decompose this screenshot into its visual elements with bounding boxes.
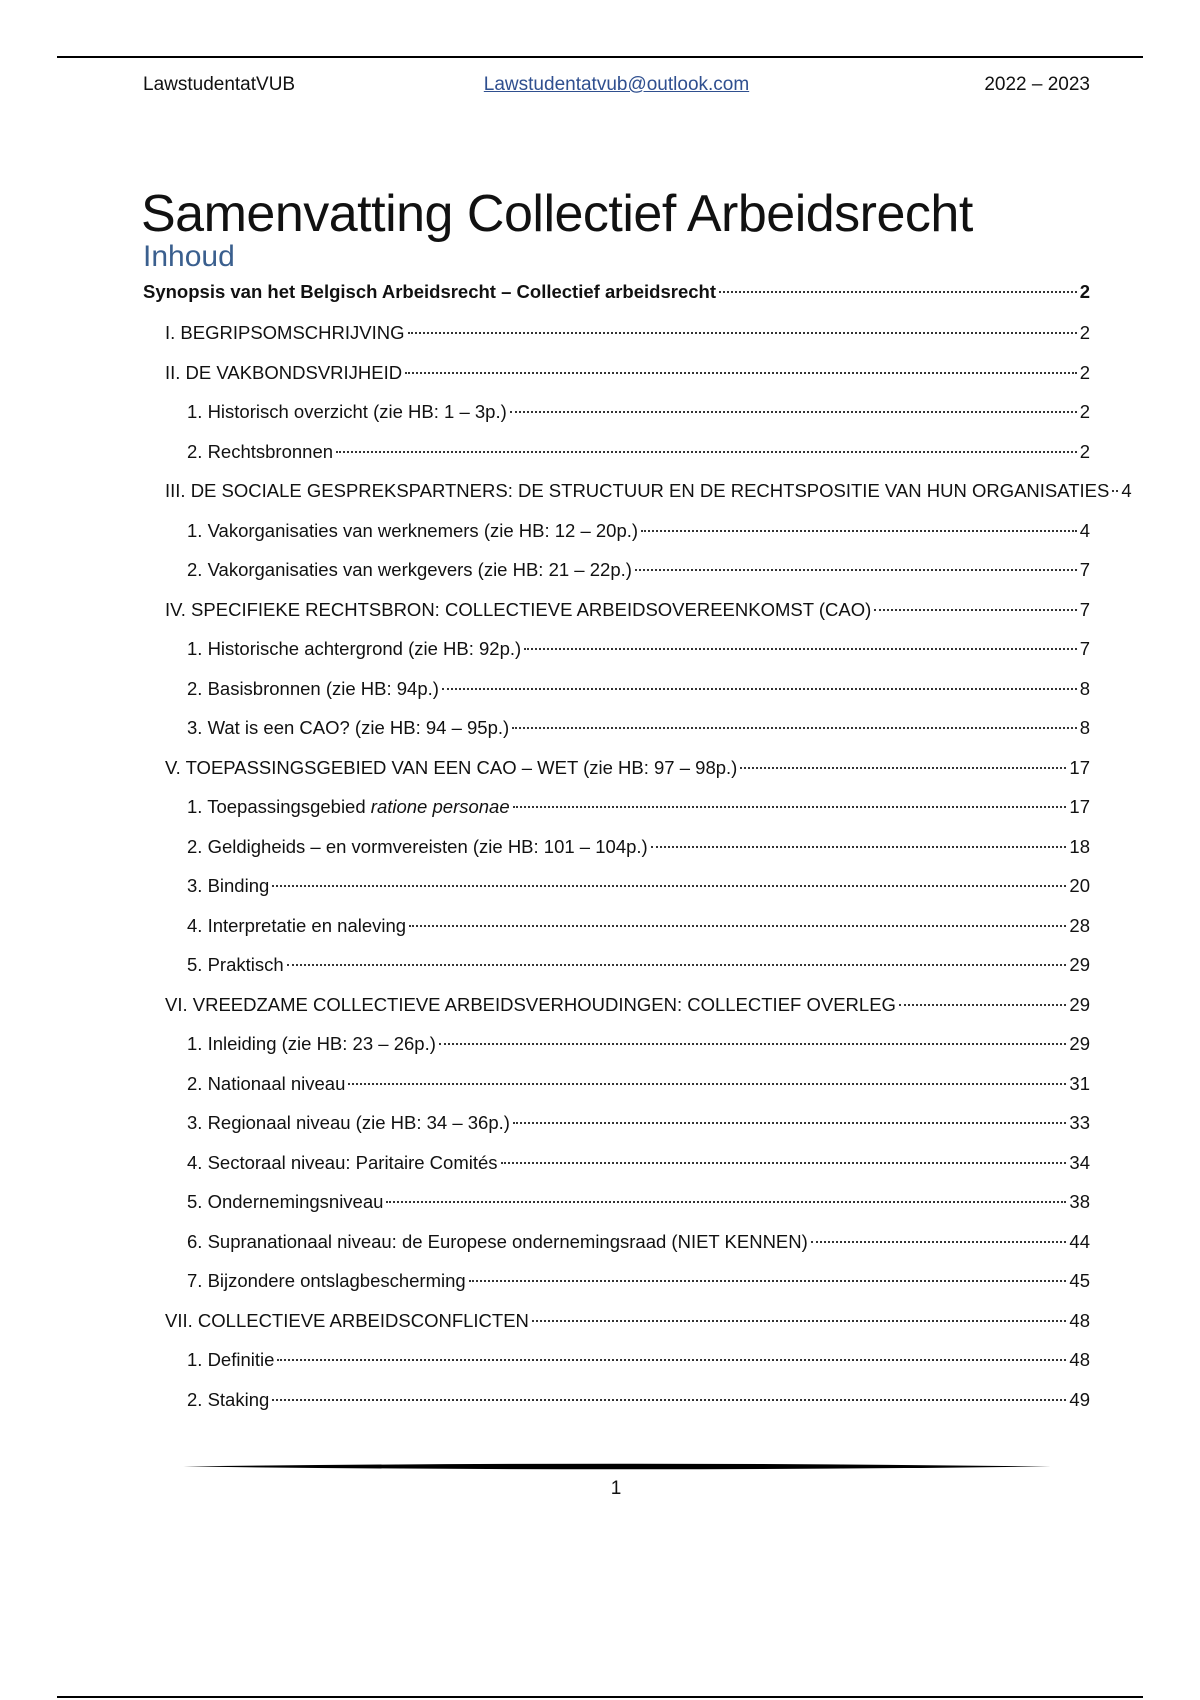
toc-dot-leader [1112, 490, 1118, 492]
header-author: LawstudentatVUB [143, 74, 296, 95]
toc-dot-leader [532, 1320, 1067, 1322]
page-header [143, 72, 1090, 98]
toc-entry-page: 17 [1069, 796, 1090, 817]
toc-entry-page: 45 [1069, 1270, 1090, 1291]
toc-entry-label: 2. Vakorganisaties van werkgevers (zie HB: 21 – 22p.) [187, 559, 632, 580]
toc-entry-page: 2 [1079, 440, 1090, 462]
toc-dot-leader [635, 569, 1077, 571]
toc-entry-vakorganisaties-werknemers[interactable] [143, 517, 1090, 557]
toc-dot-leader [641, 530, 1077, 532]
toc-dot-leader [386, 1201, 1066, 1203]
toc-entry-page: 49 [1069, 1388, 1090, 1410]
toc-entry-label: V. TOEPASSINGSGEBIED VAN EEN CAO – WET (zie HB: 97 – 98p.) [165, 756, 738, 778]
toc-entry-page: 38 [1069, 1191, 1090, 1212]
toc-entry-label: 1. Inleiding (zie HB: 23 – 26p.) [187, 1033, 436, 1054]
toc-dot-leader [277, 1359, 1066, 1361]
toc-dot-leader [272, 1399, 1066, 1401]
toc-entry-page: 28 [1069, 914, 1090, 936]
toc-dot-leader [405, 372, 1077, 374]
page-number: 1 [610, 1478, 622, 1499]
toc-entry-label: 6. Supranationaal niveau: de Europese ondernemingsraad (NIET KENNEN) [187, 1230, 808, 1252]
toc-entry-historische-achtergrond[interactable] [143, 635, 1090, 675]
toc-entry-label-prefix: 1. Toepassingsgebied [187, 796, 371, 817]
toc-dot-leader [899, 1004, 1067, 1006]
table-of-contents [143, 278, 1132, 1425]
toc-dot-leader [513, 806, 1067, 808]
footer-divider [183, 1462, 1051, 1471]
toc-dot-leader [651, 846, 1067, 848]
toc-entry-label: 4. Sectoraal niveau: Paritaire Comités [187, 1151, 498, 1173]
toc-entry-label: 1. Historisch overzicht (zie HB: 1 – 3p.) [187, 401, 507, 422]
toc-entry-label: Synopsis van het Belgisch Arbeidsrecht – Collectief arbeidsrecht [143, 281, 716, 302]
header-rule [57, 56, 1143, 58]
toc-dot-leader [524, 648, 1077, 650]
toc-entry-vreedzame-arbeidsverhoudingen[interactable] [143, 991, 1090, 1031]
toc-entry-page: 34 [1069, 1151, 1090, 1173]
toc-entry-ratione-personae[interactable] [143, 793, 1090, 833]
document-title: Samenvatting Collectief Arbeidsrecht [141, 184, 973, 243]
toc-entry-label: 2. Geldigheids – en vormvereisten (zie HB: 101 – 104p.) [187, 835, 648, 857]
toc-heading: Inhoud [143, 240, 235, 273]
toc-dot-leader [348, 1083, 1066, 1085]
toc-entry-sociale-gesprekspartners[interactable] [143, 477, 1132, 517]
toc-entry-sectoraal-niveau[interactable] [143, 1149, 1090, 1189]
toc-entry-ontslagbescherming[interactable] [143, 1267, 1090, 1307]
toc-entry-page: 2 [1079, 361, 1090, 383]
toc-entry-rechtsbronnen[interactable] [143, 438, 1090, 478]
toc-entry-staking[interactable] [143, 1386, 1090, 1426]
toc-entry-label: 1. Definitie [187, 1349, 275, 1370]
toc-dot-leader [740, 767, 1066, 769]
toc-entry-label: 3. Binding [187, 875, 270, 896]
toc-entry-begripsomschrijving[interactable] [143, 319, 1090, 359]
toc-entry-interpretatie[interactable] [143, 912, 1090, 952]
toc-entry-basisbronnen[interactable] [143, 675, 1090, 715]
toc-entry-page: 20 [1069, 875, 1090, 896]
toc-entry-label: 1. Historische achtergrond (zie HB: 92p.) [187, 638, 522, 659]
toc-entry-label: 2. Basisbronnen (zie HB: 94p.) [187, 677, 439, 699]
toc-entry-label: I. BEGRIPSOMSCHRIJVING [165, 322, 405, 343]
toc-dot-leader [719, 291, 1077, 293]
toc-entry-definitie[interactable] [143, 1346, 1090, 1386]
toc-entry-collectieve-arbeidsconflicten[interactable] [143, 1307, 1090, 1347]
toc-entry-label: 3. Wat is een CAO? (zie HB: 94 – 95p.) [187, 717, 510, 738]
toc-entry-page: 2 [1079, 322, 1090, 343]
toc-entry-page: 17 [1069, 756, 1090, 778]
toc-entry-geldigheidsvereisten[interactable] [143, 833, 1090, 873]
header-email-text[interactable]: Lawstudentatvub@outlook.com [483, 74, 750, 95]
toc-entry-wat-is-een-cao[interactable] [143, 714, 1090, 754]
toc-dot-leader [272, 885, 1066, 887]
toc-dot-leader [469, 1280, 1067, 1282]
toc-entry-label: IV. SPECIFIEKE RECHTSBRON: COLLECTIEVE ARBEIDSOVEREENKOMST (CAO) [165, 598, 872, 620]
toc-entry-binding[interactable] [143, 872, 1090, 912]
toc-entry-label: 4. Interpretatie en naleving [187, 914, 407, 936]
toc-entry-page: 29 [1069, 954, 1090, 975]
toc-entry-page: 8 [1079, 717, 1090, 738]
header-year: 2022 – 2023 [984, 74, 1090, 95]
toc-entry-label: 2. Nationaal niveau [187, 1072, 346, 1094]
toc-dot-leader [811, 1241, 1067, 1243]
toc-dot-leader [287, 964, 1067, 966]
toc-entry-historisch-overzicht[interactable] [143, 398, 1090, 438]
toc-entry-regionaal-niveau[interactable] [143, 1109, 1090, 1149]
header-email-link[interactable] [143, 72, 1090, 98]
toc-entry-page: 31 [1069, 1072, 1090, 1094]
toc-dot-leader [874, 609, 1076, 611]
toc-entry-inleiding[interactable] [143, 1030, 1090, 1070]
toc-entry-page: 2 [1079, 281, 1090, 302]
toc-entry-nationaal-niveau[interactable] [143, 1070, 1090, 1110]
toc-entry-page: 18 [1069, 835, 1090, 857]
toc-entry-label-italic: ratione personae [370, 796, 510, 817]
toc-dot-leader [442, 688, 1077, 690]
toc-dot-leader [409, 925, 1066, 927]
toc-entry-page: 33 [1069, 1112, 1090, 1133]
toc-dot-leader [513, 1122, 1067, 1124]
toc-entry-synopsis[interactable] [143, 278, 1090, 319]
toc-entry-page: 7 [1079, 559, 1090, 580]
footer-divider-shape [183, 1462, 1051, 1471]
toc-dot-leader [408, 332, 1077, 334]
toc-entry-label: 5. Ondernemingsniveau [187, 1191, 384, 1212]
toc-dot-leader [336, 451, 1077, 453]
toc-entry-page: 7 [1079, 598, 1090, 620]
toc-entry-vakorganisaties-werkgevers[interactable] [143, 556, 1090, 596]
toc-entry-label: 1. Vakorganisaties van werknemers (zie HB: 12 – 20p.) [187, 519, 639, 541]
toc-entry-label: 7. Bijzondere ontslagbescherming [187, 1270, 466, 1291]
toc-entry-specifieke-rechtsbron[interactable] [143, 596, 1090, 636]
toc-entry-page: 48 [1069, 1309, 1090, 1331]
toc-dot-leader [501, 1162, 1067, 1164]
toc-entry-page: 44 [1069, 1230, 1090, 1252]
toc-entry-ondernemingsniveau[interactable] [143, 1188, 1090, 1228]
toc-entry-label: VI. VREEDZAME COLLECTIEVE ARBEIDSVERHOUDINGEN: COLLECTIEF OVERLEG [165, 993, 896, 1015]
toc-entry-label: II. DE VAKBONDSVRIJHEID [165, 361, 403, 383]
toc-entry-label [187, 793, 510, 821]
toc-entry-page: 7 [1079, 638, 1090, 659]
toc-entry-page: 8 [1079, 677, 1090, 699]
toc-entry-toepassingsgebied-cao-wet[interactable] [143, 754, 1090, 794]
toc-entry-page: 4 [1079, 519, 1090, 541]
toc-dot-leader [439, 1043, 1067, 1045]
toc-entry-page: 48 [1069, 1349, 1090, 1370]
toc-entry-label: 2. Staking [187, 1388, 270, 1410]
footer-rule [57, 1696, 1143, 1698]
toc-dot-leader [510, 411, 1077, 413]
toc-entry-label: III. DE SOCIALE GESPREKSPARTNERS: DE STRUCTUUR EN DE RECHTSPOSITIE VAN HUN ORGANISATIES [165, 480, 1110, 501]
toc-entry-label: 2. Rechtsbronnen [187, 440, 334, 462]
toc-entry-label: 5. Praktisch [187, 954, 284, 975]
toc-entry-page: 4 [1121, 480, 1132, 501]
toc-entry-praktisch[interactable] [143, 951, 1090, 991]
toc-entry-page: 29 [1069, 993, 1090, 1015]
toc-entry-page: 29 [1069, 1033, 1090, 1054]
toc-entry-page: 2 [1079, 401, 1090, 422]
toc-entry-label: VII. COLLECTIEVE ARBEIDSCONFLICTEN [165, 1309, 529, 1331]
toc-entry-supranationaal-niveau[interactable] [143, 1228, 1090, 1268]
toc-entry-label: 3. Regionaal niveau (zie HB: 34 – 36p.) [187, 1112, 510, 1133]
toc-entry-vakbondsvrijheid[interactable] [143, 359, 1090, 399]
toc-dot-leader [512, 727, 1077, 729]
